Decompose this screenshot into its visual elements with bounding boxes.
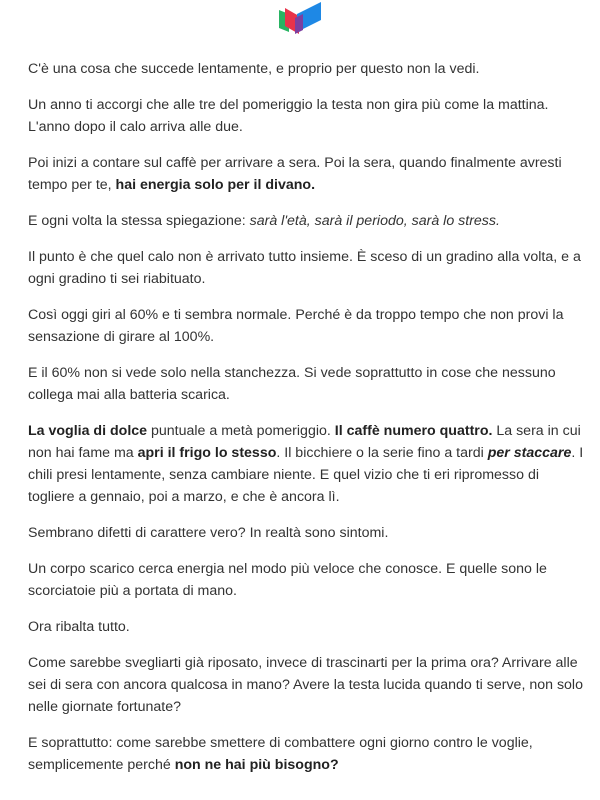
emphasis-text: per staccare bbox=[487, 445, 572, 461]
paragraph bbox=[28, 420, 584, 508]
text-segment: . Il bicchiere o la serie fino a tardi bbox=[276, 445, 488, 461]
text-segment: puntuale a metà pomeriggio. bbox=[147, 423, 335, 439]
strong-text: apri il frigo lo stesso bbox=[137, 445, 277, 461]
paragraph bbox=[28, 362, 584, 406]
strong-text: hai energia solo per il divano. bbox=[115, 177, 316, 193]
strong-text bbox=[488, 445, 572, 461]
paragraph bbox=[28, 210, 584, 232]
paragraph bbox=[28, 558, 584, 602]
text-segment: Così oggi giri al 60% e ti sembra normale. Perché è da troppo tempo che non provi la sensazione di girare al 100%. bbox=[28, 307, 564, 345]
paragraph bbox=[28, 522, 584, 544]
text-segment: Un anno ti accorgi che alle tre del pomeriggio la testa non gira più come la mattina. L'anno dopo il calo arriva alle due. bbox=[28, 97, 549, 135]
paragraph bbox=[28, 58, 584, 80]
strong-text: La voglia di dolce bbox=[28, 423, 148, 439]
paragraph bbox=[28, 616, 584, 638]
article-body bbox=[28, 58, 584, 790]
text-segment: Sembrano difetti di carattere vero? In realtà sono sintomi. bbox=[28, 525, 389, 541]
text-segment: E soprattutto: come sarebbe smettere di combattere ogni giorno contro le voglie, semplicemente perché bbox=[28, 735, 533, 773]
text-segment: La sera in cui non hai fame ma bbox=[28, 423, 581, 461]
text-segment: Ora ribalta tutto. bbox=[28, 619, 130, 635]
paragraph bbox=[28, 152, 584, 196]
text-segment: Poi inizi a contare sul caffè per arrivare a sera. Poi la sera, quando finalmente avresti tempo per te, bbox=[28, 155, 562, 193]
paragraph bbox=[28, 304, 584, 348]
strong-text: non ne hai più bisogno? bbox=[174, 757, 339, 773]
emphasis-text: sarà l'età, sarà il periodo, sarà lo stress. bbox=[249, 213, 500, 229]
text-segment: E ogni volta la stessa spiegazione: bbox=[28, 213, 250, 229]
text-segment: Come sarebbe svegliarti già riposato, invece di trascinarti per la prima ora? Arrivare alle sei di sera con ancora qualcosa in mano? Avere la testa lucida quando ti serve, non solo nelle giornate fortunate? bbox=[28, 655, 583, 715]
paragraph bbox=[28, 246, 584, 290]
text-segment: Il punto è che quel calo non è arrivato tutto insieme. È sceso di un gradino alla volta, e a ogni gradino ti sei riabituato. bbox=[28, 249, 581, 287]
header bbox=[0, 0, 600, 44]
text-segment: E il 60% non si vede solo nella stanchezza. Si vede soprattutto in cose che nessuno collega mai alla batteria scarica. bbox=[28, 365, 556, 403]
brand-logo-icon bbox=[277, 0, 323, 36]
paragraph bbox=[28, 94, 584, 138]
strong-text: Il caffè numero quattro. bbox=[334, 423, 493, 439]
paragraph bbox=[28, 652, 584, 718]
text-segment: Un corpo scarico cerca energia nel modo più veloce che conosce. E quelle sono le scorciatoie più a portata di mano. bbox=[28, 561, 547, 599]
paragraph bbox=[28, 732, 584, 776]
text-segment: . I chili presi lentamente, senza cambiare niente. E quel vizio che ti eri ripromesso di togliere a gennaio, poi a marzo, e che è ancora lì. bbox=[28, 445, 584, 505]
text-segment: C'è una cosa che succede lentamente, e proprio per questo non la vedi. bbox=[28, 61, 480, 77]
